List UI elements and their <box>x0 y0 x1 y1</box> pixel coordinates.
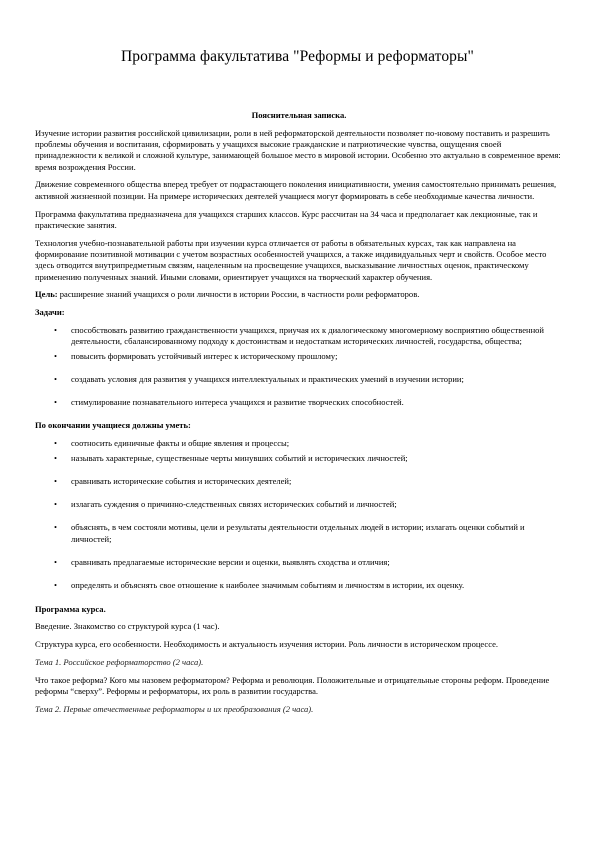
skill-item: • сравнивать исторические события и исторических деятелей; <box>35 476 563 487</box>
task-item: • создавать условия для развития у учащихся интеллектуальных и практических умений в изучении истории; <box>35 374 563 385</box>
program-paragraph: Структура курса, его особенности. Необходимость и актуальность изучения истории. Роль личности в историческом процессе. <box>35 639 499 650</box>
task-item: • стимулирование познавательного интереса учащихся и развитие творческих способностей. <box>35 397 563 408</box>
task-item: • способствовать развитию гражданственности учащихся, приучая их к диалогическому многомерному восприятию общественной деятельности, сбалансированному подходу к достоинствам и недостаткам исторических личностей, государства, общества; <box>35 325 563 348</box>
skill-item: • называть характерные, существенные черты минувших событий и исторических личностей; <box>35 453 563 464</box>
skill-item: • сравнивать предлагаемые исторические версии и оценки, выявлять сходства и отличия; <box>35 557 563 568</box>
skill-item: • объяснять, в чем состояли мотивы, цели и результаты деятельности отдельных людей в истории; излагать оценки событий и личностей; <box>35 522 563 545</box>
tasks-list <box>35 325 563 408</box>
goal-text: расширение знаний учащихся о роли личности в истории России, в частности роли реформаторов. <box>57 289 420 300</box>
skill-item: • излагать суждения о причинно-следственных связях исторических событий и личностей; <box>35 499 563 510</box>
tasks-heading: Задачи: <box>35 307 65 318</box>
theme-heading: Тема 2. Первые отечественные реформаторы и их преобразования (2 часа). <box>35 703 314 714</box>
skill-item: • соотносить единичные факты и общие явления и процессы; <box>35 438 563 449</box>
theme-heading: Тема 1. Российское реформаторство (2 часа). <box>35 657 204 667</box>
goal-paragraph <box>35 289 563 300</box>
skills-list <box>35 438 563 591</box>
document-body <box>35 110 563 722</box>
task-item: • повысить формировать устойчивый интерес к историческому прошлому; <box>35 351 563 362</box>
document-title: Программа факультатива "Реформы и реформаторы" <box>121 48 474 65</box>
paragraph-1: Изучение истории развития российской цивилизации, роли в ней реформаторской деятельности позволяет по-новому поставить и разрешить проблемы обучения и воспитания, сформировать у учащихся высокие гражданские и патриотические чувства, ощущения своей принадлежности к великой и сложной культуре, занимающей большое место в мировой истории. Особенно это актуально в современное время: время возрождения России. <box>35 127 561 172</box>
skill-item: • определять и объяснять свое отношение к наиболее значимым событиям и личностям в истории, их оценку. <box>35 580 563 591</box>
paragraph-4: Технология учебно-познавательной работы при изучении курса отличается от работы в обязательных курсах, так как направлена на формирование позитивной мотивации с учетом возрастных особенностей учащихся, а также индивидуальных черт и свойств. Особое место здесь отводится внутрипредметным связям, нацеленным на просвещение учащихся, высказывание личностных оценок, практическому применению полученных знаний. Иными словами, ориентирует учащихся на творческий характер обучения. <box>35 237 547 282</box>
explanatory-note-heading: Пояснительная записка. <box>251 110 347 120</box>
paragraph-3: Программа факультатива предназначена для учащихся старших классов. Курс рассчитан на 34 часа и предполагает как лекционные, так и практические занятия. <box>35 208 538 230</box>
skills-heading: По окончании учащиеся должны уметь: <box>35 420 191 431</box>
goal-label: Цель: <box>35 289 58 300</box>
program-heading: Программа курса. <box>35 603 106 614</box>
paragraph-2: Движение современного общества вперед требует от подрастающего поколения инициативности, умения самостоятельно принимать решения, активной жизненной позиции. На примере исторических деятелей учащиеся могут формировать в себе необходимые качества личности. <box>35 179 557 201</box>
program-paragraph: Что такое реформа? Кого мы назовем реформатором? Реформа и революция. Положительные и отрицательные стороны реформ. Проведение реформы “сверху”. Реформы и реформаторы, их роль в развитии государства. <box>35 674 550 697</box>
program-paragraph: Введение. Знакомство со структурой курса (1 час). <box>35 621 220 632</box>
